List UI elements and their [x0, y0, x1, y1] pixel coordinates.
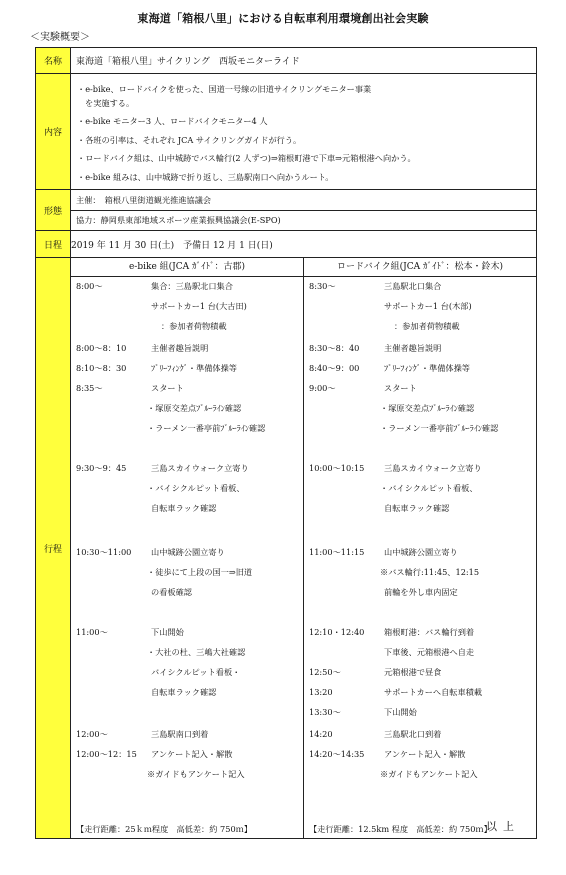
cooperation-line: 協力：静岡県東部地域スポーツ産業振興協議会(E-SPO) — [71, 210, 536, 230]
content-line: ・e-bike モニター3 人、ロードバイクモニター4 人 — [77, 116, 268, 126]
schedule-item: ：参加者荷物積載 — [394, 321, 460, 331]
schedule-time: 14:20 — [309, 729, 333, 739]
schedule-time: 10:30～11:00 — [76, 547, 132, 557]
row-content — [36, 74, 537, 190]
date-label: 日程 — [36, 231, 71, 258]
content-line: ・e-bike 組みは、山中城跡で折り返し、三島駅南口へ向かうルート。 — [77, 172, 334, 182]
schedule-time: 8:30～8：40 — [309, 343, 360, 353]
overview-label: ＜実験概要＞ — [30, 32, 90, 43]
schedule-item: 主催者趣旨説明 — [151, 343, 209, 353]
schedule-item: 三島駅南口到着 — [151, 729, 209, 739]
plan-table — [35, 47, 537, 839]
schedule-item: ・大社の杜、三嶋大社確認 — [147, 647, 246, 657]
schedule-item: 山中城跡公園立寄り — [384, 547, 458, 557]
schedule-time: 11:00～ — [76, 627, 108, 637]
schedule-item: 三島駅北口到着 — [384, 729, 442, 739]
schedule-item: ・塚原交差点ﾌﾞﾙｰﾗｲﾝ確認 — [147, 403, 242, 413]
schedule-item: ※ガイドもアンケート記入 — [380, 769, 478, 779]
date-value: 2019 年 11 月 30 日(土) 予備日 12 月 1 日(日) — [71, 231, 537, 258]
schedule-item: 集合：三島駅北口集合 — [151, 281, 233, 291]
schedule-item: ※ガイドもアンケート記入 — [147, 769, 245, 779]
schedule-item: 前輪を外し車内固定 — [384, 587, 458, 597]
ebike-entries — [71, 277, 303, 838]
schedule-time: 12:00～ — [76, 729, 108, 739]
schedule-item: 自転車ラック確認 — [384, 503, 450, 513]
schedule-item: ・塚原交差点ﾌﾞﾙｰﾗｲﾝ確認 — [380, 403, 475, 413]
schedule-time: 8:10～8：30 — [76, 363, 127, 373]
schedule-item: 自転車ラック確認 — [151, 503, 217, 513]
schedule-time: 8:35～ — [76, 383, 103, 393]
form-cell — [71, 190, 537, 231]
schedule-time: 12:10・12:40 — [309, 627, 365, 637]
schedule-item: 主催者趣旨説明 — [384, 343, 442, 353]
schedule-item: ：参加者荷物積載 — [161, 321, 227, 331]
schedule-item: ﾌﾞﾘｰﾌｨﾝｸﾞ・準備体操等 — [384, 363, 470, 373]
schedule-item: 元箱根港で昼食 — [384, 667, 442, 677]
row-name — [36, 48, 537, 74]
schedule-item: スタート — [384, 383, 417, 393]
schedule-time: 9:30～9：45 — [76, 463, 127, 473]
schedule-item: 三島スカイウォーク立寄り — [384, 463, 482, 473]
name-label: 名称 — [36, 48, 71, 74]
row-schedule — [36, 258, 537, 839]
schedule-item: 箱根町港：バス輪行到着 — [384, 627, 475, 637]
schedule-item: サポートカーへ自転車積載 — [384, 687, 483, 697]
schedule-time: 8:00～8：10 — [76, 343, 127, 353]
schedule-item: アンケート記入・解散 — [151, 749, 233, 759]
schedule-time: 14:20～14:35 — [309, 749, 365, 759]
schedule-item: 自転車ラック確認 — [151, 687, 217, 697]
schedule-item: サポートカー1 台(木部) — [384, 301, 472, 311]
ebike-header: e-bike 組(JCA ｶﾞｲﾄﾞ：古郡) — [71, 258, 303, 277]
schedule-time: 8:40～9：00 — [309, 363, 360, 373]
roadbike-column — [304, 258, 536, 838]
row-date — [36, 231, 537, 258]
schedule-item: アンケート記入・解散 — [384, 749, 466, 759]
content-label: 内容 — [36, 74, 71, 190]
row-form — [36, 190, 537, 231]
schedule-item: ・バイシクルピット看板、 — [147, 483, 245, 493]
schedule-time: 13:30～ — [309, 707, 341, 717]
schedule-item: ・ラーメン一番亭前ﾌﾞﾙｰﾗｲﾝ確認 — [147, 423, 266, 433]
ebike-distance: 【走行距離：25ｋｍ程度 高低差：約 750ｍ】 — [76, 824, 253, 834]
content-line: ・e-bike、ロードバイクを使った、国道一号線の旧道サイクリングモニター事業 — [77, 84, 372, 94]
schedule-item: 三島スカイウォーク立寄り — [151, 463, 249, 473]
schedule-time: 9:00～ — [309, 383, 336, 393]
schedule-item: 下山開始 — [151, 627, 184, 637]
schedule-item: スタート — [151, 383, 184, 393]
schedule-cell — [71, 258, 537, 839]
content-line: ・ロードバイク組は、山中城跡でバス輪行(2 人ずつ)⇒箱根町港で下車⇒元箱根港へ向かう。 — [77, 153, 416, 163]
schedule-item: 三島駅北口集合 — [384, 281, 442, 291]
schedule-time: 8:00～ — [76, 281, 103, 291]
schedule-item: 山中城跡公園立寄り — [151, 547, 225, 557]
content-cell — [71, 74, 537, 190]
schedule-item: ※バス輪行:11:45、12:15 — [380, 567, 480, 577]
roadbike-distance: 【走行距離：12.5km 程度 高低差：約 750ｍ】 — [309, 824, 492, 834]
roadbike-header: ロードバイク組(JCA ｶﾞｲﾄﾞ：松本・鈴木) — [304, 258, 536, 277]
organizer-line: 主催： 箱根八里街道観光推進協議会 — [76, 194, 212, 205]
schedule-item: サポートカー1 台(大古田) — [151, 301, 247, 311]
schedule-item: ・ラーメン一番亭前ﾌﾞﾙｰﾗｲﾝ確認 — [380, 423, 499, 433]
schedule-item: の看板確認 — [151, 587, 192, 597]
content-line: ・各班の引率は、それぞれ JCA サイクリングガイドが行う。 — [77, 135, 302, 145]
schedule-time: 11:00～11:15 — [309, 547, 365, 557]
schedule-time: 8:30～ — [309, 281, 336, 291]
schedule-time: 13:20 — [309, 687, 333, 697]
schedule-time: 10:00～10:15 — [309, 463, 365, 473]
closing-mark: 以上 — [486, 820, 520, 833]
schedule-time: 12:00～12：15 — [76, 749, 137, 759]
roadbike-entries — [304, 277, 536, 838]
schedule-label: 行程 — [36, 258, 71, 839]
content-line: を実施する。 — [85, 98, 135, 108]
schedule-item: ﾌﾞﾘｰﾌｨﾝｸﾞ・準備体操等 — [151, 363, 237, 373]
schedule-item: バイシクルピット看板・ — [151, 667, 241, 677]
name-value: 東海道「箱根八里」サイクリング 西坂モニターライド — [71, 48, 537, 74]
schedule-item: ・バイシクルピット看板、 — [380, 483, 478, 493]
form-label: 形態 — [36, 190, 71, 231]
schedule-time: 12:50～ — [309, 667, 341, 677]
document-title: 東海道「箱根八里」における自転車利用環境創出社会実験 — [137, 12, 429, 25]
schedule-item: 下車後、元箱根港へ自走 — [384, 647, 475, 657]
schedule-item: 下山開始 — [384, 707, 417, 717]
ebike-column — [71, 258, 304, 838]
schedule-item: ・徒歩にて上段の国一⇒旧道 — [147, 567, 253, 577]
